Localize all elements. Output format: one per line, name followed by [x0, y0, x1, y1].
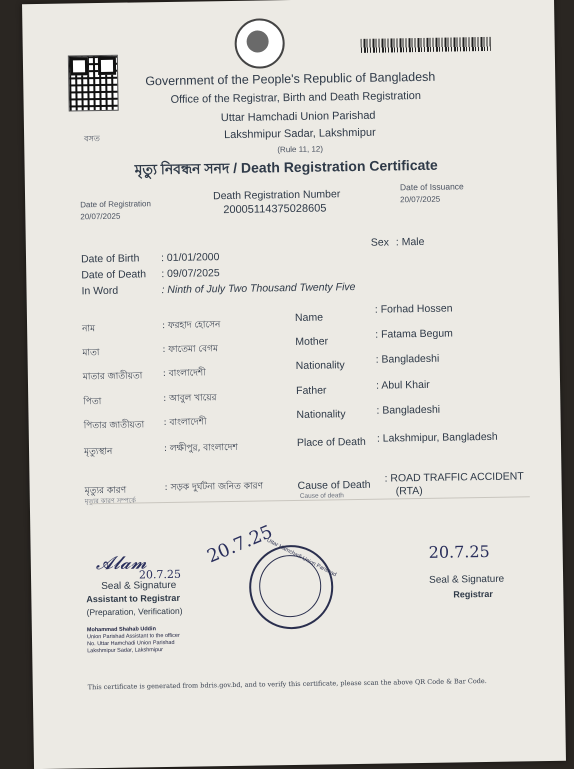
cause-of-death-label: Cause of Death	[297, 478, 371, 492]
registrar-seal-label: Seal & Signature	[429, 573, 505, 586]
sex-label: Sex	[370, 236, 390, 249]
dod-value: : 09/07/2025	[161, 267, 220, 281]
sex-value: : Male	[395, 235, 425, 249]
stamp-text: Uttar Hamchadi Union Parishad	[265, 537, 338, 579]
assistant-seal-line3: No. Uttar Hamchadi Union Parishad	[87, 639, 175, 648]
mother-nationality-label: Nationality	[295, 359, 345, 372]
union-parishad-stamp	[249, 537, 338, 629]
bn-cause-label: মৃত্যুর কারণ	[84, 485, 127, 497]
bn-name-value: : ফরহাদ হোসেন	[162, 320, 221, 332]
bn-name-label: নাম	[82, 324, 96, 335]
mother-nationality-value: : Bangladeshi	[375, 352, 440, 366]
issuance-date-value: 20/07/2025	[400, 194, 441, 205]
footer-note: This certificate is generated from bdris.gov.bd, and to verify this certificate, please scan the above QR Code & Bar Code.	[87, 677, 487, 692]
bn-mother-nationality-label: মাতার জাতীয়তা	[82, 371, 143, 383]
registration-date-value: 20/07/2025	[80, 211, 121, 222]
father-nationality-value: : Bangladeshi	[376, 403, 441, 417]
bn-mother-nationality-value: : বাংলাদেশী	[162, 368, 206, 380]
qr-code	[68, 55, 119, 112]
bn-mother-label: মাতা	[82, 348, 100, 359]
father-nationality-label: Nationality	[296, 408, 346, 421]
assistant-title: Assistant to Registrar	[86, 592, 180, 605]
in-word-value: : Ninth of July Two Thousand Twenty Five	[161, 281, 356, 297]
name-value: : Forhad Hossen	[374, 302, 453, 316]
office-heading: Office of the Registrar, Birth and Death Registration	[170, 89, 422, 106]
place-of-death-value: : Lakshmipur, Bangladesh	[376, 430, 498, 445]
bn-father-nationality-value: : বাংলাদেশী	[163, 417, 207, 429]
stamp-handwriting: 20.7.25	[204, 521, 276, 568]
assistant-handwritten-signature: 𝓐𝓵𝓪𝓶	[95, 552, 147, 575]
bn-father-value: : আবুল খায়ের	[163, 393, 217, 405]
rule-text: (Rule 11, 12)	[277, 144, 324, 155]
assistant-seal-line1: Mohammad Shahab Uddin	[86, 626, 156, 634]
assistant-seal-label: Seal & Signature	[101, 579, 177, 593]
dod-label: Date of Death	[81, 268, 147, 282]
mother-label: Mother	[295, 335, 329, 348]
bn-cause-note: মৃত্যুর কারণ সম্পর্কে	[84, 496, 136, 506]
place-of-death-label: Place of Death	[296, 435, 366, 449]
assistant-seal-line2: Union Parishad Assistant to the officer	[86, 632, 180, 641]
cause-of-death-value-line1: : ROAD TRAFFIC ACCIDENT	[384, 470, 524, 485]
govt-heading: Government of the People's Republic of Bangladesh	[145, 69, 436, 89]
in-word-label: In Word	[81, 284, 119, 298]
mother-value: : Fatama Begum	[375, 327, 453, 341]
union-heading: Uttar Hamchadi Union Parishad	[220, 109, 376, 125]
certificate-title: মৃত্যু নিবন্ধন সনদ / Death Registration Certificate	[134, 156, 438, 178]
death-certificate-paper	[22, 0, 566, 769]
bn-father-nationality-label: পিতার জাতীয়তা	[83, 420, 145, 432]
registration-number-label: Death Registration Number	[212, 188, 341, 203]
name-label: Name	[294, 311, 324, 324]
bn-place-of-death-label: মৃত্যুস্থান	[83, 446, 113, 458]
government-emblem-icon	[234, 18, 285, 69]
emblem-map-icon	[246, 30, 268, 52]
cause-of-death-value-line2: (RTA)	[395, 484, 423, 498]
barcode	[361, 37, 491, 53]
registration-date-label: Date of Registration	[80, 199, 151, 210]
registrar-title: Registrar	[453, 588, 493, 600]
registrar-signature-date: 20.7.25	[428, 541, 490, 562]
dob-value: : 01/01/2000	[160, 251, 220, 265]
assistant-signature-date: 20.7.25	[138, 567, 182, 582]
bn-father-label: পিতা	[83, 397, 102, 408]
district-heading: Lakshmipur Sadar, Lakshmipur	[224, 126, 376, 142]
father-value: : Abul Khair	[375, 378, 430, 392]
assistant-role: (Preparation, Verification)	[86, 605, 183, 618]
father-label: Father	[296, 384, 327, 397]
bn-cause-value: : সড়ক দুর্ঘটনা জনিত কারণ	[164, 481, 264, 494]
issuance-date-label: Date of Issuance	[399, 181, 464, 193]
bn-place-of-death-value: : লক্ষীপুর, বাংলাদেশ	[163, 442, 238, 455]
cause-of-death-note: Cause of death	[299, 492, 344, 500]
qr-code-label: বসত	[84, 134, 100, 144]
assistant-seal-line4: Lakshmipur Sadar, Lakshmipur	[87, 647, 164, 655]
bn-mother-value: : ফাতেমা বেগম	[162, 344, 219, 356]
dob-label: Date of Birth	[80, 252, 140, 266]
registration-number-value: 20005114375028605	[223, 202, 327, 217]
